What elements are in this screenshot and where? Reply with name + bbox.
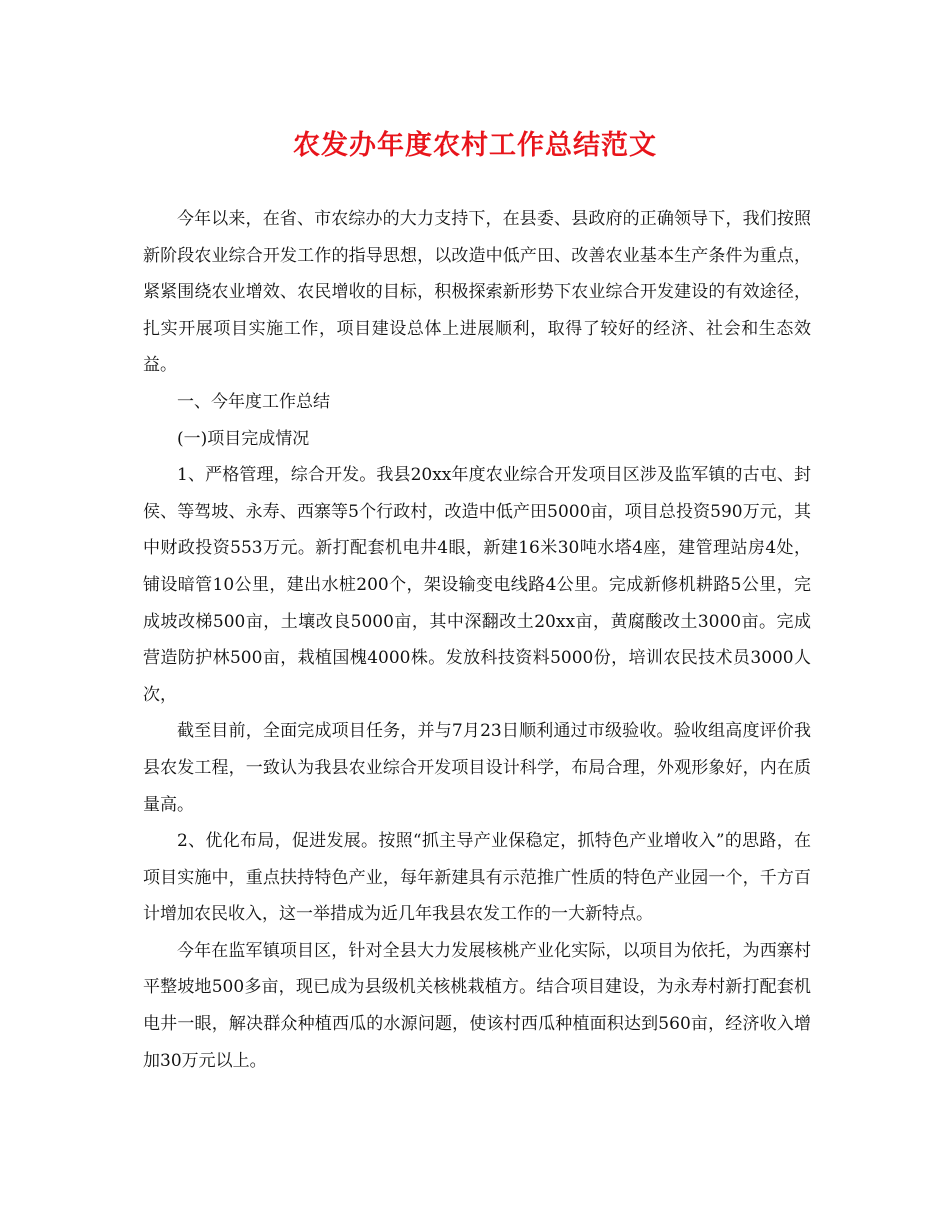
document-body [143,201,811,1079]
paragraph-progress: 截至目前，全面完成项目任务，并与7月23日顺利通过市级验收。验收组高度评价我县农发工程，一致认为我县农业综合开发项目设计科学，布局合理，外观形象好，内在质量高。 [143,721,811,815]
paragraph-item-2: 2、优化布局，促进发展。按照“抓主导产业保稳定，抓特色产业增收入”的思路，在项目实施中，重点扶持特色产业，每年新建具有示范推广性质的特色产业园一个，千方百计增加农民收入，这一举措成为近几年我县农发工作的一大新特点。 [143,831,811,925]
document-title: 农发办年度农村工作总结范文 [293,130,657,161]
paragraph-item-1: 1、严格管理，综合开发。我县20xx年度农业综合开发项目区涉及监军镇的古屯、封侯、等驾坡、永寿、西寨等5个行政村，改造中低产田5000亩，项目总投资590万元，其中财政投资553万元。新打配套机电井4眼，新建16米30吨水塔4座，建管理站房4处，铺设暗管10公里，建出水桩200个，架设输变电线路4公里。完成新修机耕路5公里，完成坡改梯500亩，土壤改良5000亩，其中深翻改土20xx亩，黄腐酸改土3000亩。完成营造防护林500亩，栽植国槐4000株。发放科技资料5000份，培训农民技术员3000人次， [143,465,811,705]
subsection-heading: (一)项目完成情况 [177,428,310,449]
section-heading: 一、今年度工作总结 [177,391,330,412]
paragraph-project-area: 今年在监军镇项目区，针对全县大力发展核桃产业化实际，以项目为依托，为西寨村平整坡地500多亩，现已成为县级机关核桃栽植方。结合项目建设，为永寿村新打配套机电井一眼，解决群众种植西瓜的水源问题，使该村西瓜种植面积达到560亩，经济收入增加30万元以上。 [143,940,811,1071]
intro-paragraph: 今年以来，在省、市农综办的大力支持下，在县委、县政府的正确领导下，我们按照新阶段农业综合开发工作的指导思想，以改造中低产田、改善农业基本生产条件为重点，紧紧围绕农业增效、农民增收的目标，积极探索新形势下农业综合开发建设的有效途径，扎实开展项目实施工作，项目建设总体上进展顺利，取得了较好的经济、社会和生态效益。 [143,209,811,376]
